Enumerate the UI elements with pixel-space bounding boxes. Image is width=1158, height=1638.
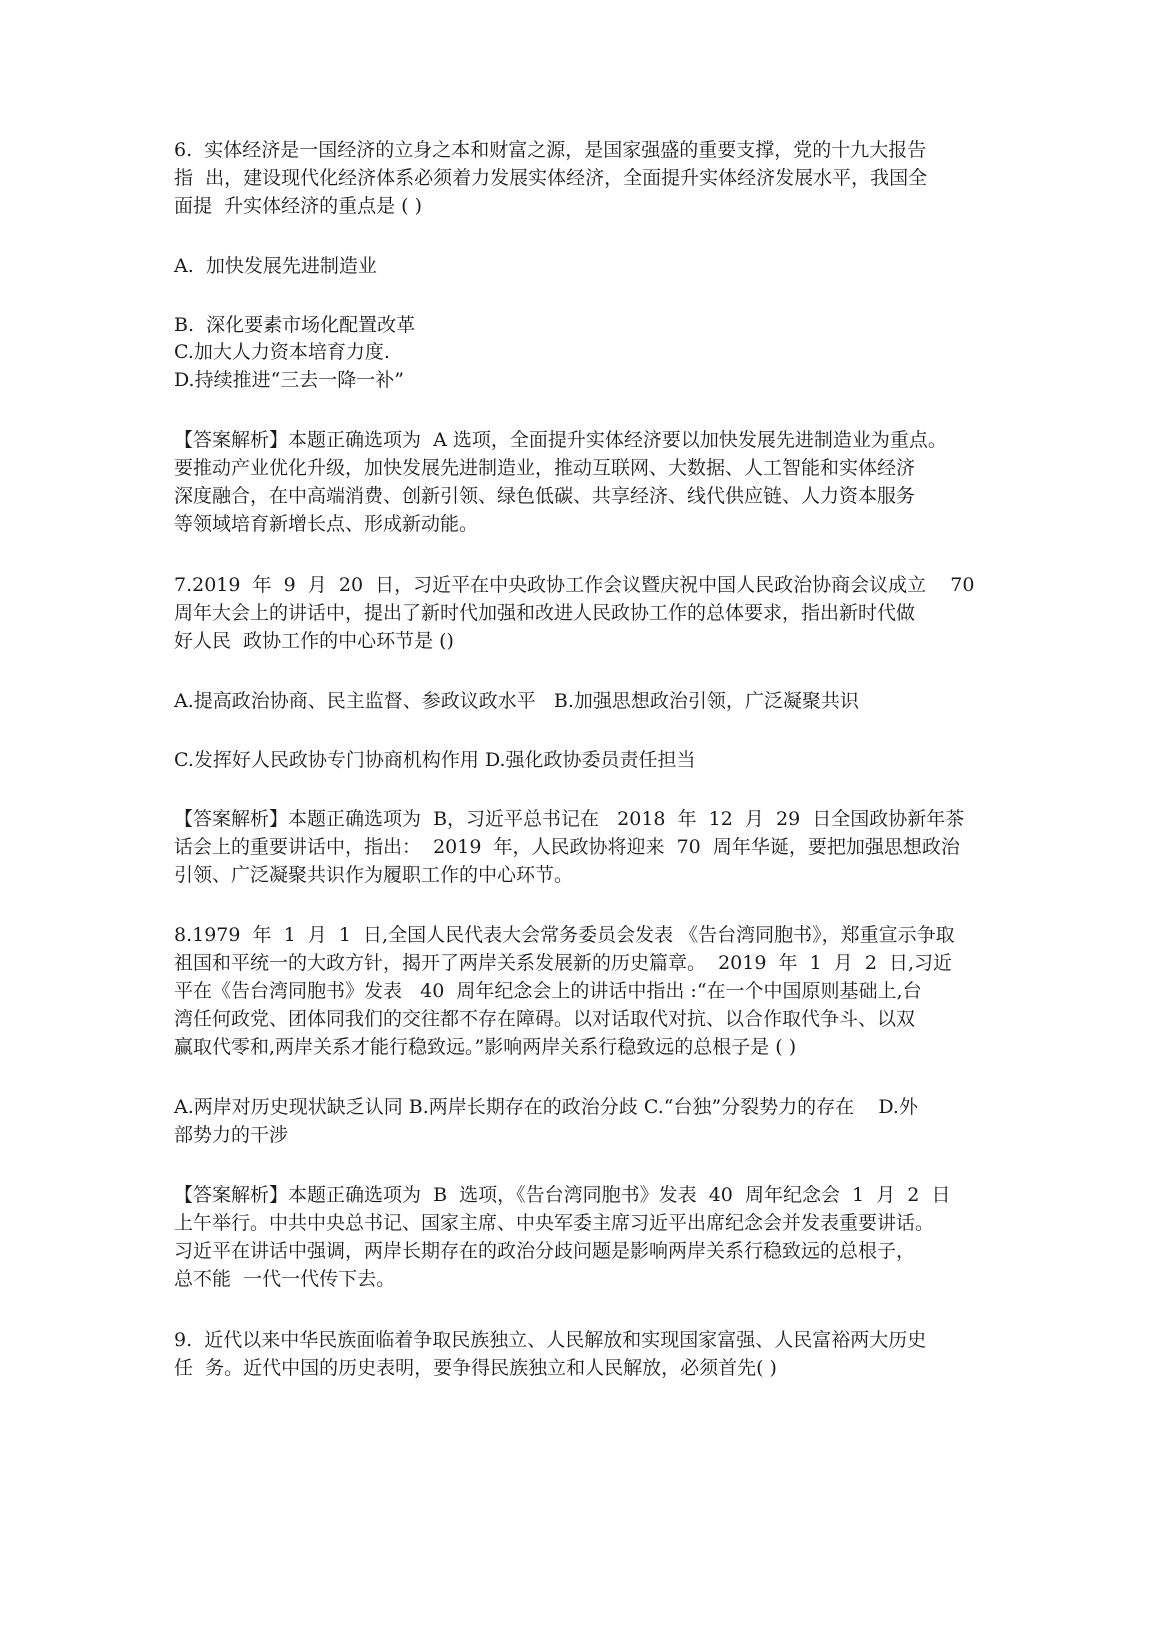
q8-analysis-line-2: 上午举行。中共中央总书记、国家主席、中央军委主席习近平出席纪念会并发表重要讲话。 bbox=[174, 1212, 935, 1234]
q6-option-c: C.加大人力资本培育力度. bbox=[174, 341, 390, 363]
q8-analysis-line-3: 习近平在讲话中强调，两岸长期存在的政治分歧问题是影响两岸关系行稳致远的总根子， bbox=[174, 1240, 916, 1262]
q6-option-d: D.持续推进“三去一降一补” bbox=[174, 369, 405, 391]
q7-stem-line-1: 7.2019 年 9 月 20 日，习近平在中央政协工作会议暨庆祝中国人民政治协商会议成立 70 bbox=[174, 574, 975, 596]
q6-option-a: A. 加快发展先进制造业 bbox=[174, 255, 377, 277]
q7-analysis-line-2: 话会上的重要讲话中，指出： 2019 年，人民政协将迎来 70 周年华诞，要把加强思想政治 bbox=[174, 836, 960, 858]
q8-stem-line-3: 平在《告台湾同胞书》发表 40 周年纪念会上的讲话中指出 :“在一个中国原则基础上,台 bbox=[174, 980, 922, 1002]
q6-stem-line-2: 指 出，建设现代化经济体系必须着力发展实体经济，全面提升实体经济发展水平，我国全 bbox=[174, 167, 928, 189]
q6-option-b: B. 深化要素市场化配置改革 bbox=[174, 314, 416, 336]
q8-analysis-line-1: 【答案解析】本题正确选项为 B 选项，《告台湾同胞书》发表 40 周年纪念会 1 月 2 日 bbox=[174, 1184, 951, 1206]
q6-analysis-line-2: 要推动产业优化升级，加快发展先进制造业，推动互联网、大数据、人工智能和实体经济 bbox=[174, 457, 916, 479]
q7-analysis-line-1: 【答案解析】本题正确选项为 B，习近平总书记在 2018 年 12 月 29 日全国政协新年茶 bbox=[174, 808, 965, 830]
q6-stem-line-1: 6. 实体经济是一国经济的立身之本和财富之源，是国家强盛的重要支撑，党的十九大报告 bbox=[174, 139, 927, 161]
q9-stem-line-1: 9. 近代以来中华民族面临着争取民族独立、人民解放和实现国家富强、人民富裕两大历史 bbox=[174, 1329, 927, 1351]
q7-options-line-1: A.提高政治协商、民主监督、参政议政水平 B.加强思想政治引领，广泛凝聚共识 bbox=[174, 690, 859, 712]
q7-stem-line-2: 周年大会上的讲话中，提出了新时代加强和改进人民政协工作的总体要求，指出新时代做 bbox=[174, 602, 916, 624]
q7-analysis-line-3: 引领、广泛凝聚共识作为履职工作的中心环节。 bbox=[174, 864, 574, 886]
q7-options-line-2: C.发挥好人民政协专门协商机构作用 D.强化政协委员责任担当 bbox=[174, 749, 696, 771]
q8-options-line-2: 部势力的干涉 bbox=[174, 1124, 289, 1146]
q6-analysis-line-3: 深度融合，在中高端消费、创新引领、绿色低碳、共享经济、线代供应链、人力资本服务 bbox=[174, 485, 916, 507]
q6-analysis-line-4: 等领域培育新增长点、形成新动能。 bbox=[174, 513, 479, 535]
q8-analysis-line-4: 总不能 一代一代传下去。 bbox=[174, 1268, 396, 1290]
q8-stem-line-1: 8.1979 年 1 月 1 日,全国人民代表大会常务委员会发表 《告台湾同胞书》，郑重宣示争取 bbox=[174, 924, 955, 946]
q8-stem-line-2: 祖国和平统一的大政方针，揭开了两岸关系发展新的历史篇章。 2019 年 1 月 2 日,习近 bbox=[174, 952, 953, 974]
q8-options-line-1: A.两岸对历史现状缺乏认同 B.两岸长期存在的政治分歧 C.“台独”分裂势力的存在 D.外 bbox=[174, 1096, 918, 1118]
q9-stem-line-2: 任 务。近代中国的历史表明，要争得民族独立和人民解放，必须首先( ) bbox=[174, 1357, 777, 1379]
q6-stem-line-3: 面提 升实体经济的重点是 ( ) bbox=[174, 195, 422, 217]
q6-analysis-line-1: 【答案解析】本题正确选项为 A 选项，全面提升实体经济要以加快发展先进制造业为重点。 bbox=[174, 429, 947, 451]
q7-stem-line-3: 好人民 政协工作的中心环节是 () bbox=[174, 630, 454, 652]
q8-stem-line-5: 赢取代零和,两岸关系才能行稳致远。”影响两岸关系行稳致远的总根子是 ( ) bbox=[174, 1036, 797, 1058]
q8-stem-line-4: 湾任何政党、团体同我们的交往都不存在障碍。以对话取代对抗、以合作取代争斗、以双 bbox=[174, 1008, 916, 1030]
